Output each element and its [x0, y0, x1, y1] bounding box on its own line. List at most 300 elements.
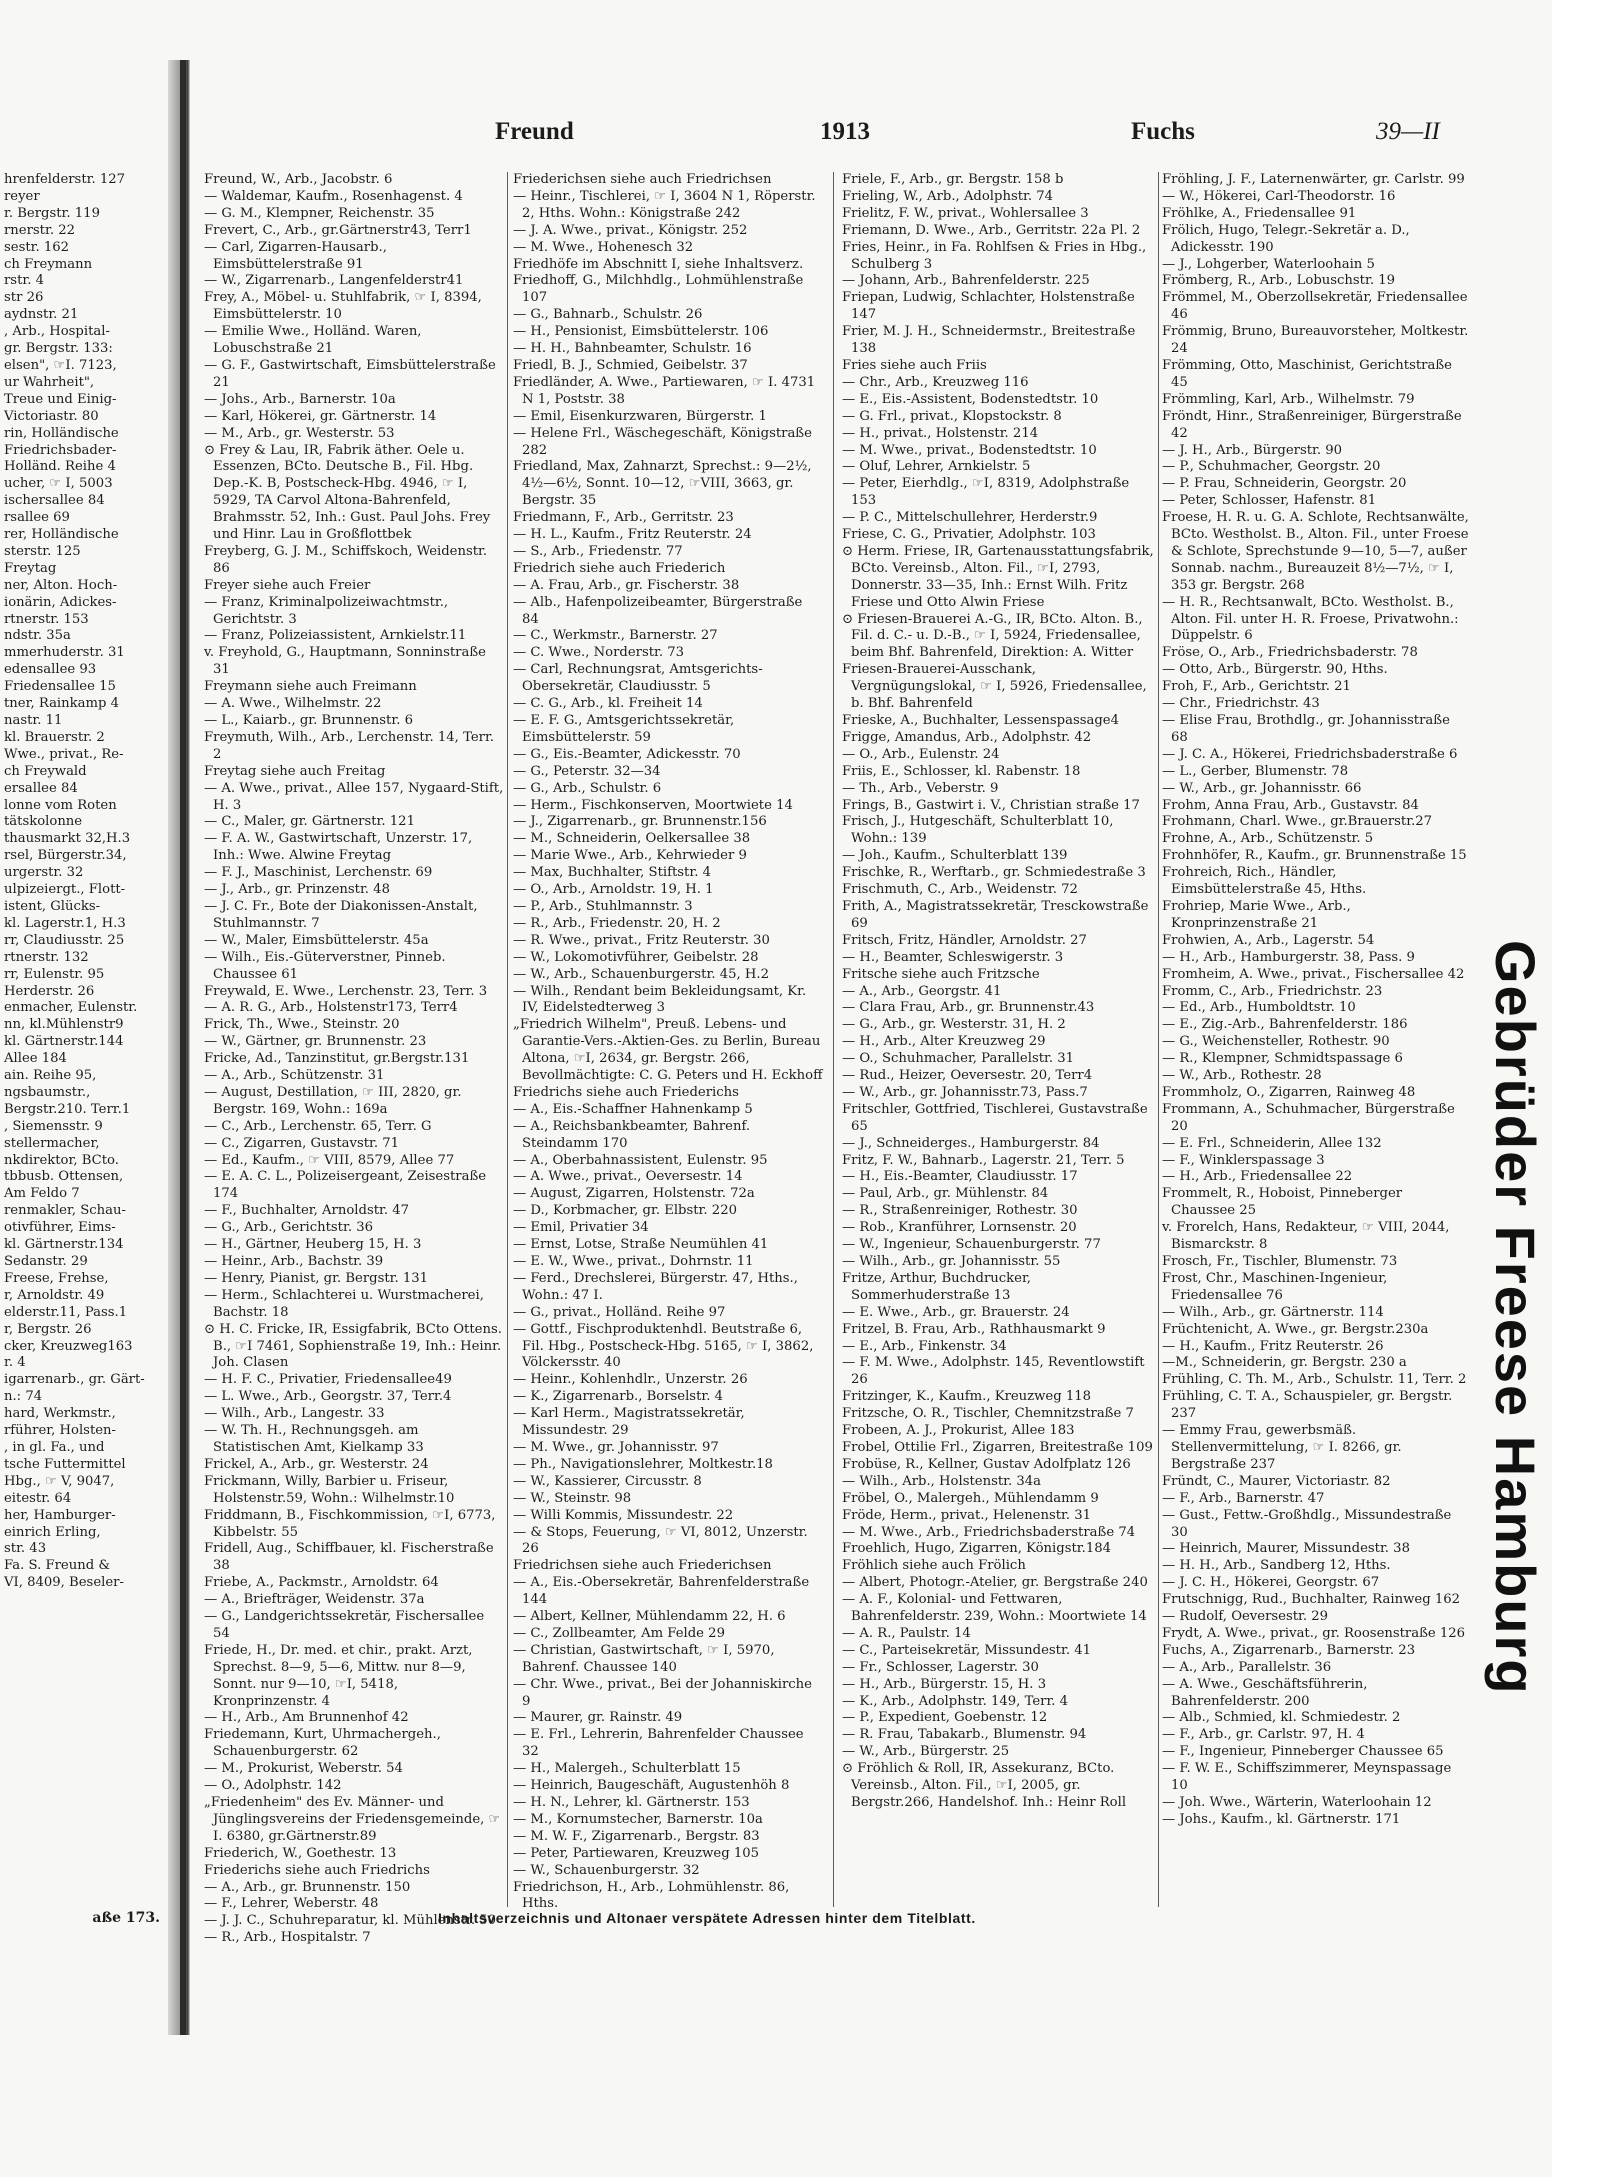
- directory-entry: — E., Arb., Finkenstr. 34: [842, 1338, 1007, 1354]
- directory-entry: — W., Arb., Schauenburgerstr. 45, H.2: [513, 966, 769, 982]
- directory-entry: rin, Holländische: [4, 425, 119, 441]
- directory-entry: Frommelt, R., Hoboist, Pinneberger Chaussee 25: [1162, 1186, 1403, 1219]
- directory-entry: str. 43: [4, 1541, 47, 1557]
- header-page-number: 39—II: [1376, 118, 1440, 145]
- directory-entry: — Paul, Arb., gr. Mühlenstr. 84: [842, 1186, 1049, 1202]
- directory-entry: — Franz, Kriminalpolizeiwachtmstr., Gerichtstr. 3: [204, 594, 449, 627]
- directory-entry: Frielitz, F. W., privat., Wohlersallee 3: [842, 205, 1089, 221]
- directory-entry: Friesen-Brauerei-Ausschank, Vergnügungslokal, ☞ I, 5926, Friedensallee, b. Bhf. Bahrenfeld: [842, 662, 1147, 712]
- directory-entry: Frickel, A., Arb., gr. Westerstr. 24: [204, 1456, 429, 1472]
- directory-entry: — A., Reichsbankbeamter, Bahrenf. Steindamm 170: [513, 1118, 751, 1151]
- directory-entry: — Th., Arb., Veberstr. 9: [842, 780, 999, 796]
- directory-entry: Frost, Chr., Maschinen-Ingenieur, Friedensallee 76: [1162, 1270, 1388, 1303]
- directory-entry: — Clara Frau, Arb., gr. Brunnenstr.43: [842, 1000, 1095, 1016]
- directory-entry: — Maurer, gr. Rainstr. 49: [513, 1710, 683, 1726]
- directory-entry: — G., Bahnarb., Schulstr. 26: [513, 307, 703, 323]
- directory-entry: rnerstr. 22: [4, 222, 75, 238]
- directory-entry: — Alb., Schmied, kl. Schmiedestr. 2: [1162, 1710, 1401, 1726]
- directory-entry: lonne vom Roten: [4, 797, 117, 813]
- directory-entry: Freymuth, Wilh., Arb., Lerchenstr. 14, Terr. 2: [204, 729, 494, 762]
- directory-entry: — H. H., Bahnbeamter, Schulstr. 16: [513, 341, 752, 357]
- directory-entry: ersallee 84: [4, 780, 78, 796]
- directory-entry: — W., Zigarrenarb., Langenfelderstr41: [204, 273, 464, 289]
- directory-entry: — G., Arb., Schulstr. 6: [513, 780, 662, 796]
- directory-entry: — H. L., Kaufm., Fritz Reuterstr. 24: [513, 527, 752, 543]
- directory-entry: — A., Arb., Georgstr. 41: [842, 983, 1002, 999]
- column-divider: [833, 172, 834, 1907]
- right-margin: [1552, 0, 1600, 2177]
- directory-entry: Freytag siehe auch Freitag: [204, 763, 386, 779]
- directory-entry: — O., Schuhmacher, Parallelstr. 31: [842, 1051, 1075, 1067]
- directory-entry: — A., Oberbahnassistent, Eulenstr. 95: [513, 1152, 768, 1168]
- directory-entry: Freese, Frehse,: [4, 1270, 109, 1286]
- directory-column-3: [842, 172, 1157, 1907]
- directory-entry: — E. A. C. L., Polizeisergeant, Zeisestraße 174: [204, 1169, 487, 1202]
- directory-entry: Friedländer, A. Wwe., Partiewaren, ☞ I. 4731 N 1, Poststr. 38: [513, 374, 816, 407]
- directory-entry: — F., Lehrer, Weberstr. 48: [204, 1896, 379, 1912]
- directory-entry: rtnerstr. 132: [4, 949, 89, 965]
- footer-notice: Inhaltsverzeichnis und Altonaer verspätete Adressen hinter dem Titelblatt.: [438, 1910, 976, 1926]
- directory-entry: kl. Lagerstr.1, H.3: [4, 915, 126, 931]
- directory-entry: ner, Alton. Hoch-: [4, 577, 118, 593]
- directory-entry: — H., Gärtner, Heuberg 15, H. 3: [204, 1237, 422, 1253]
- directory-entry: gr. Bergstr. 133:: [4, 341, 113, 357]
- directory-entry: rr, Eulenstr. 95: [4, 966, 105, 982]
- directory-entry: Holländ. Reihe 4: [4, 459, 116, 475]
- directory-entry: — Elise Frau, Brothdlg., gr. Johannisstraße 68: [1162, 713, 1450, 745]
- directory-entry: — Wilh., Eis.-Güterverstner, Pinneb. Chaussee 61: [204, 949, 446, 982]
- directory-entry: Frömmig, Bruno, Bureauvorsteher, Moltkestr. 24: [1162, 324, 1469, 357]
- directory-entry: Frohmann, Charl. Wwe., gr.Brauerstr.27: [1162, 814, 1433, 830]
- directory-entry: sestr. 162: [4, 239, 70, 255]
- directory-entry: — G. Frl., privat., Klopstockstr. 8: [842, 408, 1062, 424]
- directory-entry: — Joh., Kaufm., Schulterblatt 139: [842, 848, 1068, 864]
- directory-entry: Fridell, Aug., Schiffbauer, kl. Fischerstraße 38: [204, 1541, 494, 1574]
- footer-previous-page: aße 173.: [92, 1910, 160, 1926]
- directory-entry: — P. C., Mittelschullehrer, Herderstr.9: [842, 510, 1098, 526]
- directory-entry: Frölich, Hugo, Telegr.-Sekretär a. D., Adickesstr. 190: [1162, 222, 1410, 255]
- directory-entry: — W., Maler, Eimsbüttelerstr. 45a: [204, 932, 429, 948]
- directory-entry: — E., Eis.-Assistent, Bodenstedtstr. 10: [842, 391, 1099, 407]
- directory-entry: Friedemann, Kurt, Uhrmachergeh., Schauenburgerstr. 62: [204, 1727, 441, 1760]
- directory-entry: — H. F. C., Privatier, Friedensallee49: [204, 1372, 452, 1388]
- directory-entry: — K., Arb., Adolphstr. 149, Terr. 4: [842, 1693, 1069, 1709]
- directory-entry: Frisch, J., Hutgeschäft, Schulterblatt 10, Wohn.: 139: [842, 814, 1114, 847]
- directory-entry: n.: 74: [4, 1389, 43, 1405]
- directory-entry: stellermacher,: [4, 1135, 100, 1151]
- directory-entry: Fritzinger, K., Kaufm., Kreuzweg 118: [842, 1389, 1092, 1405]
- directory-entry: ⊙ Fröhlich & Roll, IR, Assekuranz, BCto. Vereinsb., Alton. Fil., ☞I, 2005, gr. Bergstr.266, Handelshof. Inh.: Heinr Roll: [842, 1761, 1127, 1810]
- directory-entry: Herderstr. 26: [4, 983, 95, 999]
- directory-entry: Fritzel, B. Frau, Arb., Rathhausmarkt 9: [842, 1321, 1106, 1337]
- directory-entry: — E., Zig.-Arb., Bahrenfelderstr. 186: [1162, 1017, 1408, 1033]
- directory-entry: — Marie Wwe., Arb., Kehrwieder 9: [513, 848, 747, 864]
- directory-entry: — C., Zollbeamter, Am Felde 29: [513, 1625, 725, 1641]
- directory-entry: — Alb., Hafenpolizeibeamter, Bürgerstraße 84: [513, 594, 803, 627]
- directory-entry: Frohnhöfer, R., Kaufm., gr. Brunnenstraße 15: [1162, 848, 1467, 864]
- directory-entry: ischersallee 84: [4, 493, 105, 509]
- directory-entry: Fromheim, A. Wwe., privat., Fischersallee 42: [1162, 966, 1465, 982]
- directory-entry: Fröse, O., Arb., Friedrichsbaderstr. 78: [1162, 645, 1418, 661]
- directory-entry: elsen", ☞I. 7123,: [4, 357, 117, 373]
- directory-entry: her, Hamburger-: [4, 1507, 116, 1523]
- directory-entry: ur Wahrheit",: [4, 374, 95, 390]
- directory-entry: — A. Frau, Arb., gr. Fischerstr. 38: [513, 577, 740, 593]
- directory-entry: Frömmling, Karl, Arb., Wilhelmstr. 79: [1162, 391, 1415, 407]
- directory-entry: Frigge, Amandus, Arb., Adolphstr. 42: [842, 729, 1092, 745]
- directory-entry: — W., Steinstr. 98: [513, 1490, 632, 1506]
- directory-entry: Friederichs siehe auch Friedrichs: [204, 1862, 430, 1878]
- directory-entry: — H. H., Arb., Sandberg 12, Hths.: [1162, 1558, 1391, 1574]
- directory-entry: — H., Arb., Friedensallee 22: [1162, 1169, 1353, 1185]
- directory-entry: str 26: [4, 290, 44, 306]
- directory-entry: Friedrich siehe auch Friederich: [513, 560, 726, 576]
- directory-entry: Fröbel, O., Malergeh., Mühlendamm 9: [842, 1490, 1099, 1506]
- gutter-shadow: [180, 60, 186, 2035]
- directory-entry: — W. Th. H., Rechnungsgeh. am Statistischen Amt, Kielkamp 33: [204, 1423, 424, 1455]
- directory-entry: —M., Schneiderin, gr. Bergstr. 230 a: [1162, 1355, 1407, 1371]
- directory-entry: — Heinrich, Baugeschäft, Augustenhöh 8: [513, 1778, 790, 1794]
- directory-entry: Frobel, Ottilie Frl., Zigarren, Breitestraße 109: [842, 1439, 1153, 1455]
- directory-entry: — Max, Buchhalter, Stiftstr. 4: [513, 865, 711, 881]
- directory-entry: — Carl, Zigarren-Hausarb., Eimsbüttelerstraße 91: [204, 239, 387, 272]
- directory-entry: — E. Wwe., Arb., gr. Brauerstr. 24: [842, 1304, 1070, 1320]
- directory-entry: Friede, H., Dr. med. et chir., prakt. Arzt, Sprechst. 8—9, 5—6, Mittw. nur 8—9, Sonnt. nur 9—10, ☞I, 5418, Kronprinzenstr. 4: [204, 1642, 473, 1709]
- directory-entry: Frick, Th., Wwe., Steinstr. 20: [204, 1017, 400, 1033]
- advertisement-text: Gebrüder Freese Hamburg: [1484, 940, 1547, 1696]
- directory-entry: r, Bergstr. 26: [4, 1321, 92, 1337]
- directory-entry: — L., Kaiarb., gr. Brunnenstr. 6: [204, 713, 413, 728]
- directory-entry: Freytag: [4, 560, 57, 576]
- directory-entry: — H., Arb., Bürgerstr. 15, H. 3: [842, 1676, 1047, 1692]
- directory-entry: — A. Wwe., privat., Oeversestr. 14: [513, 1169, 743, 1185]
- directory-entry: Frömming, Otto, Maschinist, Gerichtstraße 45: [1162, 357, 1452, 390]
- directory-entry: — D., Korbmacher, gr. Elbstr. 220: [513, 1203, 737, 1219]
- directory-entry: enmacher, Eulenstr.: [4, 1000, 138, 1016]
- directory-entry: — F. A. W., Gastwirtschaft, Unzerstr. 17, Inh.: Wwe. Alwine Freytag: [204, 831, 473, 864]
- directory-entry: Allee 184: [4, 1051, 67, 1067]
- directory-entry: — J. C. Fr., Bote der Diakonissen-Anstalt, Stuhlmannstr. 7: [204, 898, 478, 931]
- directory-entry: — Ed., Kaufm., ☞ VIII, 8579, Allee 77: [204, 1152, 455, 1168]
- directory-entry: — R., Straßenreiniger, Rothestr. 30: [842, 1203, 1078, 1219]
- directory-entry: — C., Maler, gr. Gärtnerstr. 121: [204, 814, 415, 830]
- directory-entry: Fritzsche, O. R., Tischler, Chemnitzstraße 7: [842, 1406, 1134, 1422]
- directory-entry: mmerhuderstr. 31: [4, 645, 125, 661]
- directory-entry: Freyer siehe auch Freier: [204, 577, 371, 593]
- page-footer: [92, 1910, 1480, 1934]
- directory-entry: — G., Arb., Gerichtstr. 36: [204, 1220, 373, 1236]
- directory-entry: — C., Parteisekretär, Missundestr. 41: [842, 1642, 1091, 1658]
- directory-entry: Frömberg, R., Arb., Lobuschstr. 19: [1162, 273, 1395, 289]
- directory-entry: Frobeen, A. J., Prokurist, Allee 183: [842, 1423, 1075, 1439]
- directory-entry: rführer, Holsten-: [4, 1423, 116, 1439]
- directory-entry: Frevert, C., Arb., gr.Gärtnerstr43, Terr1: [204, 222, 472, 238]
- directory-entry: cker, Kreuzweg163: [4, 1338, 133, 1354]
- directory-entry: rr, Claudiusstr. 25: [4, 932, 125, 948]
- directory-entry: Sedanstr. 29: [4, 1254, 88, 1269]
- directory-entry: — H., Arb., Am Brunnenhof 42: [204, 1710, 409, 1726]
- directory-entry: kl. Gärtnerstr.144: [4, 1034, 124, 1050]
- directory-entry: — E. Frl., Lehrerin, Bahrenfelder Chaussee 32: [513, 1727, 804, 1760]
- column-divider: [507, 172, 508, 1907]
- directory-entry: — W., Ingenieur, Schauenburgerstr. 77: [842, 1237, 1101, 1253]
- directory-entry: — Ferd., Drechslerei, Bürgerstr. 47, Hths., Wohn.: 47 I.: [513, 1270, 798, 1303]
- directory-entry: — G., Arb., gr. Westerstr. 31, H. 2: [842, 1017, 1066, 1033]
- directory-entry: Fa. S. Freund &: [4, 1558, 111, 1574]
- directory-entry: — W., Arb., gr. Johannisstr.73, Pass.7: [842, 1084, 1088, 1100]
- directory-entry: — H., Beamter, Schleswigerstr. 3: [842, 949, 1064, 965]
- directory-entry: renmakler, Schau-: [4, 1203, 126, 1219]
- directory-entry: — R., Klempner, Schmidtspassage 6: [1162, 1051, 1403, 1067]
- directory-entry: Am Feldo 7: [4, 1186, 80, 1202]
- directory-entry: — Chr., Arb., Kreuzweg 116: [842, 374, 1029, 390]
- directory-entry: — P., Expedient, Goebenstr. 12: [842, 1710, 1048, 1726]
- directory-entry: Friemann, D. Wwe., Arb., Gerritstr. 22a Pl. 2: [842, 222, 1141, 238]
- directory-entry: rsallee 69: [4, 510, 70, 526]
- directory-entry: — A. Wwe., Geschäftsführerin, Bahrenfelderstr. 200: [1162, 1676, 1368, 1709]
- directory-entry: Friepan, Ludwig, Schlachter, Holstenstraße 147: [842, 290, 1135, 323]
- directory-entry: VI, 8409, Beseler-: [4, 1575, 124, 1591]
- directory-entry: v. Freyhold, G., Hauptmann, Sonninstraße 31: [204, 645, 486, 678]
- directory-entry: rstr. 4: [4, 273, 44, 289]
- directory-entry: — G., privat., Holländ. Reihe 97: [513, 1304, 726, 1320]
- directory-entry: Frobüse, R., Kellner, Gustav Adolfplatz 126: [842, 1456, 1131, 1472]
- directory-entry: — Emil, Eisenkurzwaren, Bürgerstr. 1: [513, 408, 767, 424]
- directory-entry: — W., Arb., Rothestr. 28: [1162, 1068, 1322, 1084]
- directory-entry: Friedrichsen siehe auch Friederichsen: [513, 1558, 772, 1574]
- directory-entry: — A., Arb., Parallelstr. 36: [1162, 1659, 1332, 1675]
- running-header: [190, 118, 1540, 154]
- directory-entry: Friedland, Max, Zahnarzt, Sprechst.: 9—2½, 4½—6½, Sonnt. 10—12, ☞VIII, 3663, gr. Bergstr. 35: [513, 459, 812, 509]
- directory-entry: Fricke, Ad., Tanzinstitut, gr.Bergstr.131: [204, 1051, 470, 1067]
- directory-entry: — O., Adolphstr. 142: [204, 1778, 342, 1794]
- directory-entry: r, Arnoldstr. 49: [4, 1287, 105, 1303]
- directory-entry: — J. C. H., Hökerei, Georgstr. 67: [1162, 1575, 1380, 1591]
- directory-entry: — Rudolf, Oeversestr. 29: [1162, 1609, 1329, 1625]
- directory-entry: Friebe, A., Packmstr., Arnoldstr. 64: [204, 1575, 439, 1591]
- directory-entry: — H., Malergeh., Schulterblatt 15: [513, 1761, 741, 1777]
- directory-entry: Friedl, B. J., Schmied, Geibelstr. 37: [513, 357, 748, 373]
- directory-entry: — Gust., Fettw.-Großhdlg., Missundestraße 30: [1162, 1507, 1452, 1540]
- directory-entry: aydnstr. 21: [4, 307, 79, 323]
- directory-entry: — Albert, Photogr.-Atelier, gr. Bergstraße 240: [842, 1575, 1148, 1591]
- directory-entry: Fromm, C., Arb., Friedrichstr. 23: [1162, 983, 1383, 999]
- directory-entry: Hbg., ☞ V, 9047,: [4, 1473, 115, 1489]
- directory-entry: — F., Buchhalter, Arnoldstr. 47: [204, 1203, 410, 1219]
- directory-entry: tner, Rainkamp 4: [4, 696, 120, 712]
- directory-entry: — M. Wwe., Hohenesch 32: [513, 239, 694, 255]
- directory-entry: — J. H., Arb., Bürgerstr. 90: [1162, 442, 1343, 458]
- directory-entry: — G., Weichensteller, Rothestr. 90: [1162, 1034, 1390, 1050]
- directory-entry: — W., Arb., gr. Johannisstr. 66: [1162, 780, 1362, 796]
- directory-entry: — G., Landgerichtssekretär, Fischersallee 54: [204, 1609, 485, 1641]
- directory-entry: igarrenarb., gr. Gärt-: [4, 1372, 145, 1388]
- directory-entry: Victoriastr. 80: [4, 408, 99, 424]
- directory-entry: — Willi Kommis, Missundestr. 22: [513, 1507, 734, 1523]
- directory-entry: — M. W. F., Zigarrenarb., Bergstr. 83: [513, 1828, 760, 1844]
- header-year: 1913: [820, 118, 870, 145]
- directory-entry: — A. R. G., Arb., Holstenstr173, Terr4: [204, 1000, 458, 1016]
- directory-entry: — K., Zigarrenarb., Borselstr. 4: [513, 1389, 724, 1405]
- directory-entry: „Friedrich Wilhelm", Preuß. Lebens- und Garantie-Vers.-Aktien-Ges. zu Berlin, Bureau Altona, ☞I, 2634, gr. Bergstr. 266, Bevollmächtigte: C. G. Peters und H. Eckhoff: [513, 1017, 823, 1084]
- directory-entry: kl. Gärtnerstr.134: [4, 1237, 124, 1253]
- directory-entry: — E. F. G., Amtsgerichtssekretär, Eimsbüttelerstr. 59: [513, 713, 735, 745]
- directory-entry: — Wilh., Arb., gr. Johannisstr. 55: [842, 1254, 1061, 1269]
- directory-entry: Fröde, Herm., privat., Helenenstr. 31: [842, 1507, 1092, 1523]
- directory-entry: Frohwien, A., Arb., Lagerstr. 54: [1162, 932, 1375, 948]
- header-last-entry: Fuchs: [1131, 118, 1195, 145]
- directory-entry: Fuchs, A., Zigarrenarb., Barnerstr. 23: [1162, 1642, 1416, 1658]
- directory-entry: — C., Zigarren, Gustavstr. 71: [204, 1135, 400, 1151]
- directory-entry: — H. N., Lehrer, kl. Gärtnerstr. 153: [513, 1795, 750, 1810]
- directory-entry: — Wilh., Arb., Holstenstr. 34a: [842, 1473, 1042, 1489]
- directory-entry: — S., Arb., Friedenstr. 77: [513, 543, 683, 559]
- directory-entry: — H., Kaufm., Fritz Reuterstr. 26: [1162, 1338, 1384, 1354]
- directory-entry: Wwe., privat., Re-: [4, 746, 124, 762]
- directory-entry: Froese, H. R. u. G. A. Schlote, Rechtsanwälte, BCto. Westholst. B., Alton. Fil., unter Froese & Schlote, Sprechstunde 9—10, 5—7, außer Sonnab. nachm., Bureauzeit 8½—7½, ☞ I, 353 gr. Bergstr. 268: [1162, 510, 1469, 593]
- directory-entry: Freund, W., Arb., Jacobstr. 6: [204, 172, 393, 187]
- directory-entry: edensallee 93: [4, 662, 97, 678]
- directory-entry: — A., Briefträger, Weidenstr. 37a: [204, 1592, 425, 1608]
- directory-entry: — Christian, Gastwirtschaft, ☞ I, 5970, Bahrenf. Chaussee 140: [513, 1642, 775, 1675]
- directory-entry: — A., Eis.-Obersekretär, Bahrenfelderstraße 144: [513, 1575, 810, 1608]
- directory-entry: — J., Arb., gr. Prinzenstr. 48: [204, 882, 390, 898]
- directory-entry: , Arb., Hospital-: [4, 324, 110, 340]
- directory-entry: — Emil, Privatier 34: [513, 1220, 649, 1236]
- directory-entry: ndstr. 35a: [4, 628, 71, 644]
- directory-entry: Friis, E., Schlosser, kl. Rabenstr. 18: [842, 763, 1081, 779]
- directory-entry: — Peter, Eierhdlg., ☞I, 8319, Adolphstraße 153: [842, 476, 1130, 509]
- directory-entry: ch Freymann: [4, 256, 93, 272]
- directory-entry: — H. R., Rechtsanwalt, BCto. Westholst. B., Alton. Fil. unter H. R. Froese, Privatwohn.: Düppelstr. 6: [1162, 594, 1459, 644]
- directory-entry: Froh, F., Arb., Gerichtstr. 21: [1162, 679, 1351, 695]
- directory-entry: — F., Ingenieur, Pinneberger Chaussee 65: [1162, 1744, 1444, 1760]
- directory-entry: — F. M. Wwe., Adolphstr. 145, Reventlowstift 26: [842, 1355, 1145, 1388]
- directory-entry: Frommholz, O., Zigarren, Rainweg 48: [1162, 1084, 1416, 1100]
- directory-entry: Fritschler, Gottfried, Tischlerei, Gustavstraße 65: [842, 1101, 1148, 1134]
- directory-entry: — W., Kassierer, Circusstr. 8: [513, 1473, 702, 1489]
- vertical-advertisement: [1478, 940, 1548, 1900]
- directory-entry: — G. M., Klempner, Reichenstr. 35: [204, 205, 435, 221]
- directory-entry: — Peter, Partiewaren, Kreuzweg 105: [513, 1845, 760, 1861]
- directory-entry: Frydt, A. Wwe., privat., gr. Roosenstraße 126: [1162, 1625, 1466, 1641]
- directory-entry: — Karl Herm., Magistratssekretär, Missundestr. 29: [513, 1406, 745, 1439]
- directory-entry: rsel, Bürgerstr.34,: [4, 848, 127, 864]
- directory-entry: tbbusb. Ottensen,: [4, 1169, 124, 1185]
- directory-entry: — C. G., Arb., kl. Freiheit 14: [513, 696, 703, 712]
- directory-entry: — G. F., Gastwirtschaft, Eimsbüttelerstraße 21: [204, 357, 496, 390]
- directory-entry: Fröhling, J. F., Laternenwärter, gr. Carlstr. 99: [1162, 172, 1465, 187]
- directory-entry: — R. Frau, Tabakarb., Blumenstr. 94: [842, 1727, 1087, 1743]
- directory-entry: Fröhlich siehe auch Frölich: [842, 1558, 1026, 1574]
- directory-column-1: [204, 172, 504, 1946]
- directory-entry: — Franz, Polizeiassistent, Arnkielstr.11: [204, 628, 467, 644]
- directory-entry: Frey, A., Möbel- u. Stuhlfabrik, ☞ I, 8394, Eimsbüttelerstr. 10: [204, 290, 482, 323]
- directory-entry: — Johs., Kaufm., kl. Gärtnerstr. 171: [1162, 1811, 1401, 1827]
- directory-entry: Früchtenicht, A. Wwe., gr. Bergstr.230a: [1162, 1321, 1429, 1337]
- directory-entry: — A. Wwe., Wilhelmstr. 22: [204, 696, 382, 712]
- directory-entry: Friedrichs siehe auch Friederichs: [513, 1084, 739, 1100]
- directory-entry: — M. Wwe., Arb., Friedrichsbaderstraße 74: [842, 1524, 1136, 1540]
- directory-entry: reyer: [4, 188, 40, 204]
- directory-entry: Fries siehe auch Friis: [842, 357, 987, 373]
- directory-entry: Friedhoff, G., Milchhdlg., Lohmühlenstraße 107: [513, 273, 804, 306]
- directory-entry: — Heinr., Arb., Bachstr. 39: [204, 1254, 384, 1269]
- directory-entry: — J., Zigarrenarb., gr. Brunnenstr.156: [513, 814, 767, 830]
- directory-entry: — C., Werkmstr., Barnerstr. 27: [513, 628, 718, 644]
- directory-entry: — R., Arb., Friedenstr. 20, H. 2: [513, 915, 721, 931]
- directory-entry: rtnerstr. 153: [4, 611, 89, 627]
- directory-entry: — O., Arb., Eulenstr. 24: [842, 746, 1000, 762]
- directory-entry: Frier, M. J. H., Schneidermstr., Breitestraße 138: [842, 324, 1136, 357]
- directory-entry: — J. J. C., Schuhreparatur, kl. Mühlenstr. 50: [204, 1913, 497, 1929]
- directory-entry: Fritsch, Fritz, Händler, Arnoldstr. 27: [842, 932, 1087, 948]
- directory-entry: „Friedenheim" des Ev. Männer- und Jünglingsvereins der Friedensgemeinde, ☞ I. 6380, gr.Gärtnerstr.89: [204, 1795, 501, 1844]
- directory-entry: Frommann, A., Schuhmacher, Bürgerstraße 20: [1162, 1101, 1455, 1134]
- directory-entry: Bergstr.210. Terr.1: [4, 1101, 131, 1117]
- directory-entry: ngsbaumstr.,: [4, 1084, 91, 1100]
- directory-entry: — H., Eis.-Beamter, Claudiusstr. 17: [842, 1169, 1078, 1185]
- directory-entry: — M., Arb., gr. Westerstr. 53: [204, 425, 395, 441]
- directory-entry: , Siemensstr. 9: [4, 1118, 103, 1134]
- directory-entry: — & Stops, Feuerung, ☞ VI, 8012, Unzerstr. 26: [513, 1524, 808, 1557]
- directory-entry: r. Bergstr. 119: [4, 205, 100, 221]
- directory-entry: — H., Arb., Alter Kreuzweg 29: [842, 1034, 1046, 1050]
- directory-entry: Fries, Heinr., in Fa. Rohlfsen & Fries in Hbg., Schulberg 3: [842, 239, 1147, 272]
- directory-entry: — R. Wwe., privat., Fritz Reuterstr. 30: [513, 932, 770, 948]
- directory-entry: — G., Eis.-Beamter, Adickesstr. 70: [513, 746, 741, 762]
- directory-entry: — Johann, Arb., Bahrenfelderstr. 225: [842, 273, 1090, 289]
- directory-entry: — L., Gerber, Blumenstr. 78: [1162, 763, 1349, 779]
- directory-entry: Froehlich, Hugo, Zigarren, Königstr.184: [842, 1541, 1111, 1557]
- directory-entry: Fritz, F. W., Bahnarb., Lagerstr. 21, Terr. 5: [842, 1152, 1125, 1168]
- directory-entry: — W., Hökerei, Carl-Theodorstr. 16: [1162, 188, 1396, 204]
- directory-entry: otivführer, Eims-: [4, 1220, 116, 1236]
- directory-entry: — J. C. A., Hökerei, Friedrichsbaderstraße 6: [1162, 746, 1458, 762]
- directory-entry: Frohriep, Marie Wwe., Arb., Kronprinzenstraße 21: [1162, 898, 1351, 931]
- directory-entry: Friedrichson, H., Arb., Lohmühlenstr. 86, Hths.: [513, 1879, 790, 1912]
- directory-entry: — Wilh., Arb., Langestr. 33: [204, 1406, 385, 1422]
- directory-entry: nkdirektor, BCto.: [4, 1152, 119, 1168]
- directory-entry: Frings, B., Gastwirt i. V., Christian straße 17: [842, 797, 1140, 813]
- directory-entry: — F., Arb., gr. Carlstr. 97, H. 4: [1162, 1727, 1365, 1743]
- directory-entry: — Otto, Arb., Bürgerstr. 90, Hths.: [1162, 662, 1388, 678]
- directory-entry: — A., Eis.-Schaffner Hahnenkamp 5: [513, 1101, 753, 1117]
- directory-entry: Friederichsen siehe auch Friedrichsen: [513, 172, 772, 187]
- directory-entry: — P. Frau, Schneiderin, Georgstr. 20: [1162, 476, 1407, 492]
- directory-entry: Frickmann, Willy, Barbier u. Friseur, Holstenstr.59, Wohn.: Wilhelmstr.10: [204, 1473, 455, 1506]
- directory-entry: — Karl, Hökerei, gr. Gärtnerstr. 14: [204, 408, 437, 424]
- directory-entry: ⊙ Frey & Lau, IR, Fabrik äther. Oele u. Essenzen, BCto. Deutsche B., Fil. Hbg. Dep.-K. B, Postscheck-Hbg. 4946, ☞ I, 5929, TA Carvol Altona-Bahrenfeld, Brahmsstr. 52, Inh.: Gust. Paul Johs. Frey und Hinr. Lau in Großflottbek: [204, 442, 491, 543]
- directory-column-2: [513, 172, 823, 1912]
- directory-entry: Frühling, C. Th. M., Arb., Schulstr. 11, Terr. 2: [1162, 1372, 1467, 1388]
- directory-entry: — E. Frl., Schneiderin, Allee 132: [1162, 1135, 1382, 1151]
- directory-entry: — W., Gärtner, gr. Brunnenstr. 23: [204, 1034, 427, 1050]
- directory-entry: Frosch, Fr., Tischler, Blumenstr. 73: [1162, 1254, 1398, 1269]
- directory-entry: Freywald, E. Wwe., Lerchenstr. 23, Terr. 3: [204, 983, 488, 999]
- directory-entry: — F., Winklerspassage 3: [1162, 1152, 1325, 1168]
- directory-entry: — Helene Frl., Wäschegeschäft, Königstraße 282: [513, 425, 812, 458]
- directory-entry: — Ph., Navigationslehrer, Moltkestr.18: [513, 1456, 773, 1472]
- directory-entry: v. Frorelch, Hans, Redakteur, ☞ VIII, 2044, Bismarckstr. 8: [1162, 1220, 1450, 1253]
- directory-entry: ionärin, Adickes-: [4, 594, 117, 610]
- directory-entry: Friedmann, F., Arb., Gerritstr. 23: [513, 510, 734, 526]
- directory-entry: — Emilie Wwe., Holländ. Waren, Lobuschstraße 21: [204, 324, 422, 357]
- directory-entry: ⊙ Herm. Friese, IR, Gartenausstattungsfabrik, BCto. Vereinsb., Alton. Fil., ☞I, 2793, Donnerstr. 33—35, Inh.: Ernst Wilh. Fritz Friese und Otto Alwin Friese: [842, 543, 1154, 610]
- directory-entry: — Albert, Kellner, Mühlendamm 22, H. 6: [513, 1609, 786, 1625]
- directory-entry: Frischke, R., Werftarb., gr. Schmiedestraße 3: [842, 865, 1146, 881]
- directory-entry: — E. W., Wwe., privat., Dohrnstr. 11: [513, 1254, 754, 1269]
